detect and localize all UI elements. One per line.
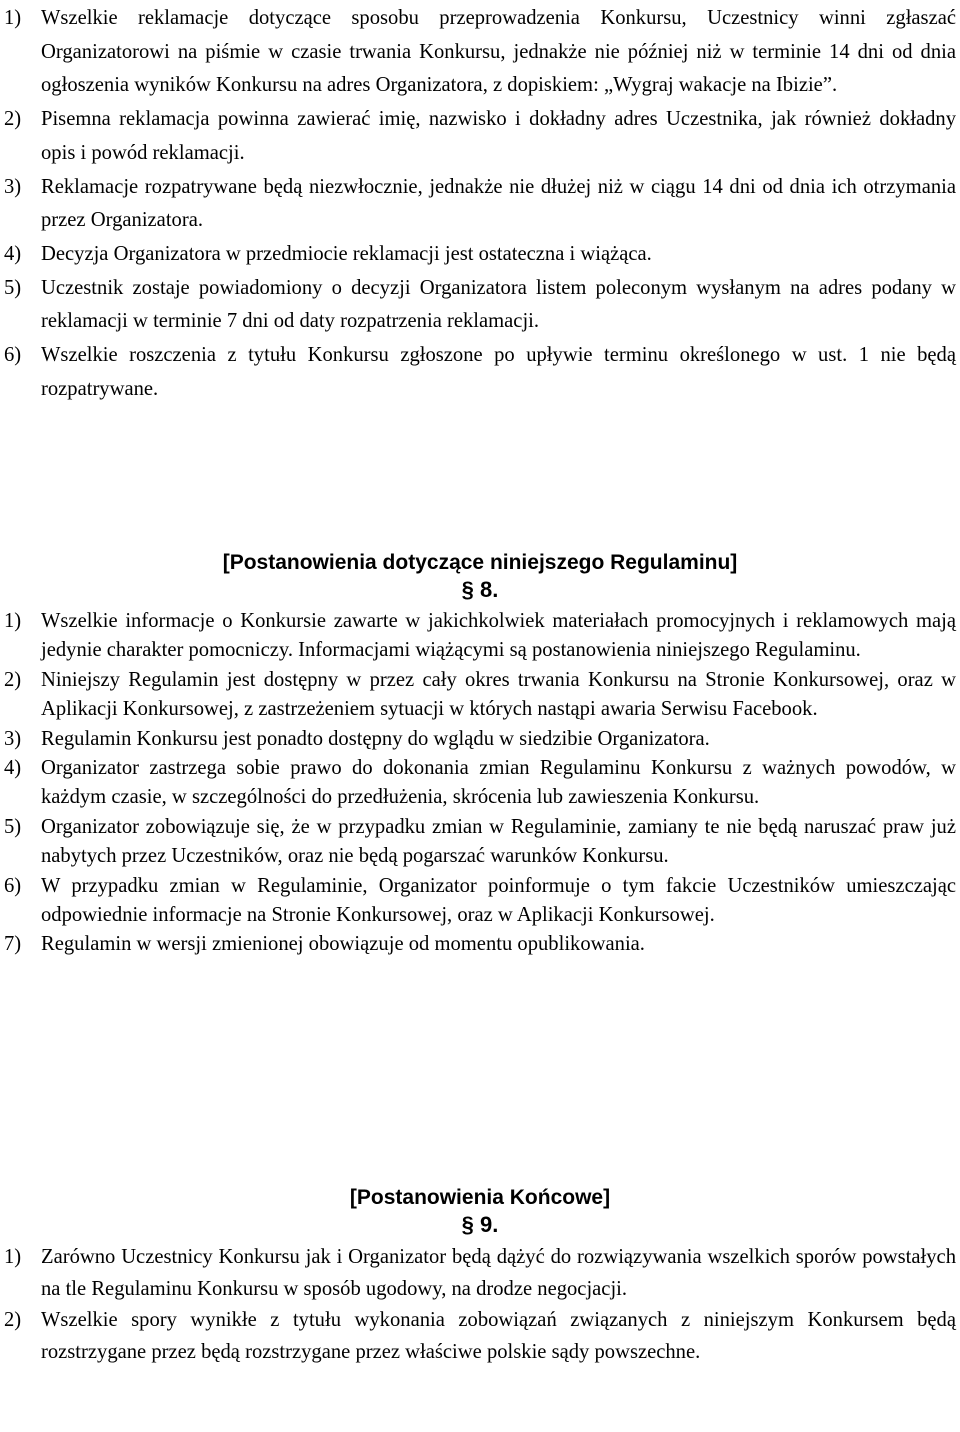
section-7-list	[0, 2, 960, 406]
list-item	[0, 238, 960, 272]
section-9-final	[0, 1183, 960, 1368]
item-number: 4)	[4, 242, 22, 265]
item-text: Wszelkie reklamacje dotyczące sposobu przeprowadzenia Konkursu, Uczestnicy winni zgłaszać Organizatorowi na piśmie w czasie trwania Konkursu, jednakże nie później niż w terminie 14 dni od dnia ogłoszenia wyników Konkursu na adres Organizatora, z dopiskiem: „Wygraj wakacje na Ibizie”.	[41, 7, 956, 97]
list-item	[0, 872, 960, 931]
section-heading: [Postanowienia Końcowe]	[349, 1186, 611, 1209]
list-item	[0, 607, 960, 666]
item-text: Wszelkie spory wynikłe z tytułu wykonania zobowiązań związanych z niniejszym Konkursem będą rozstrzygane przez będą rozstrzygane przez właściwe polskie sądy powszechne.	[41, 1309, 956, 1363]
item-number: 6)	[4, 344, 22, 367]
list-item	[0, 813, 960, 872]
item-text: Regulamin w wersji zmienionej obowiązuje od momentu opublikowania.	[41, 933, 645, 956]
section-8-regulations	[0, 548, 960, 960]
list-item	[0, 339, 960, 406]
list-item	[0, 666, 960, 725]
item-number: 7)	[4, 933, 22, 956]
item-text: Decyzja Organizatora w przedmiocie reklamacji jest ostateczna i wiążąca.	[41, 242, 652, 265]
list-item	[0, 725, 960, 754]
item-number: 3)	[4, 175, 22, 198]
item-number: 1)	[4, 610, 22, 632]
item-number: 5)	[4, 276, 22, 299]
section-9-list	[0, 1242, 960, 1368]
list-item	[0, 171, 960, 238]
item-text: Pisemna reklamacja powinna zawierać imię, nazwisko i dokładny adres Uczestnika, jak również dokładny opis i powód reklamacji.	[41, 108, 956, 164]
item-text: Niniejszy Regulamin jest dostępny w przez cały okres trwania Konkursu na Stronie Konkursowej, oraz w Aplikacji Konkursowej, z zastrzeżeniem sytuacji w których nastąpi awaria Serwisu Facebook.	[41, 668, 956, 721]
list-item	[0, 272, 960, 339]
section-heading: [Postanowienia dotyczące niniejszego Regulaminu]	[222, 551, 738, 574]
item-text: Wszelkie roszczenia z tytułu Konkursu zgłoszone po upływie terminu określonego w ust. 1 nie będą rozpatrywane.	[41, 344, 956, 400]
item-text: Regulamin Konkursu jest ponadto dostępny do wglądu w siedzibie Organizatora.	[41, 727, 710, 750]
item-text: Organizator zobowiązuje się, że w przypadku zmian w Regulaminie, zamiany te nie będą naruszać praw już nabytych przez Uczestników, oraz nie będą pogarszać warunków Konkursu.	[41, 815, 956, 868]
item-text: Zarówno Uczestnicy Konkursu jak i Organizator będą dążyć do rozwiązywania wszelkich sporów powstałych na tle Regulaminu Konkursu w sposób ugodowy, na drodze negocjacji.	[41, 1246, 956, 1300]
section-8-list	[0, 607, 960, 960]
list-item	[0, 754, 960, 813]
section-7-complaints	[0, 2, 960, 406]
item-number: 2)	[4, 1309, 22, 1331]
list-item	[0, 103, 960, 170]
section-number: § 8.	[461, 577, 499, 602]
item-text: Wszelkie informacje o Konkursie zawarte w jakichkolwiek materiałach promocyjnych i reklamowych mają jedynie charakter pomocniczy. Informacjami wiążącymi są postanowienia niniejszego Regulaminu.	[41, 610, 956, 662]
item-text: Uczestnik zostaje powiadomiony o decyzji Organizatora listem poleconym wysłanym na adres podany w reklamacji w terminie 7 dni od daty rozpatrzenia reklamacji.	[41, 276, 956, 333]
item-number: 5)	[4, 815, 22, 838]
item-text: Reklamacje rozpatrywane będą niezwłocznie, jednakże nie dłużej niż w ciągu 14 dni od dnia ich otrzymania przez Organizatora.	[41, 175, 956, 232]
list-item	[0, 1305, 960, 1368]
list-item	[0, 1242, 960, 1305]
item-number: 6)	[4, 874, 22, 897]
list-item	[0, 2, 960, 103]
item-number: 3)	[4, 727, 22, 750]
item-number: 1)	[4, 1246, 22, 1268]
item-number: 4)	[4, 757, 22, 780]
item-number: 2)	[4, 108, 22, 131]
item-number: 1)	[4, 7, 22, 29]
item-text: W przypadku zmian w Regulaminie, Organizator poinformuje o tym fakcie Uczestników umieszczając odpowiednie informacje na Stronie Konkursowej, oraz w Aplikacji Konkursowej.	[41, 874, 956, 927]
item-number: 2)	[4, 668, 22, 691]
item-text: Organizator zastrzega sobie prawo do dokonania zmian Regulaminu Konkursu z ważnych powodów, w każdym czasie, w szczególności do przedłużenia, skrócenia lub zawieszenia Konkursu.	[41, 757, 956, 809]
section-number: § 9.	[461, 1212, 499, 1237]
list-item	[0, 930, 960, 959]
